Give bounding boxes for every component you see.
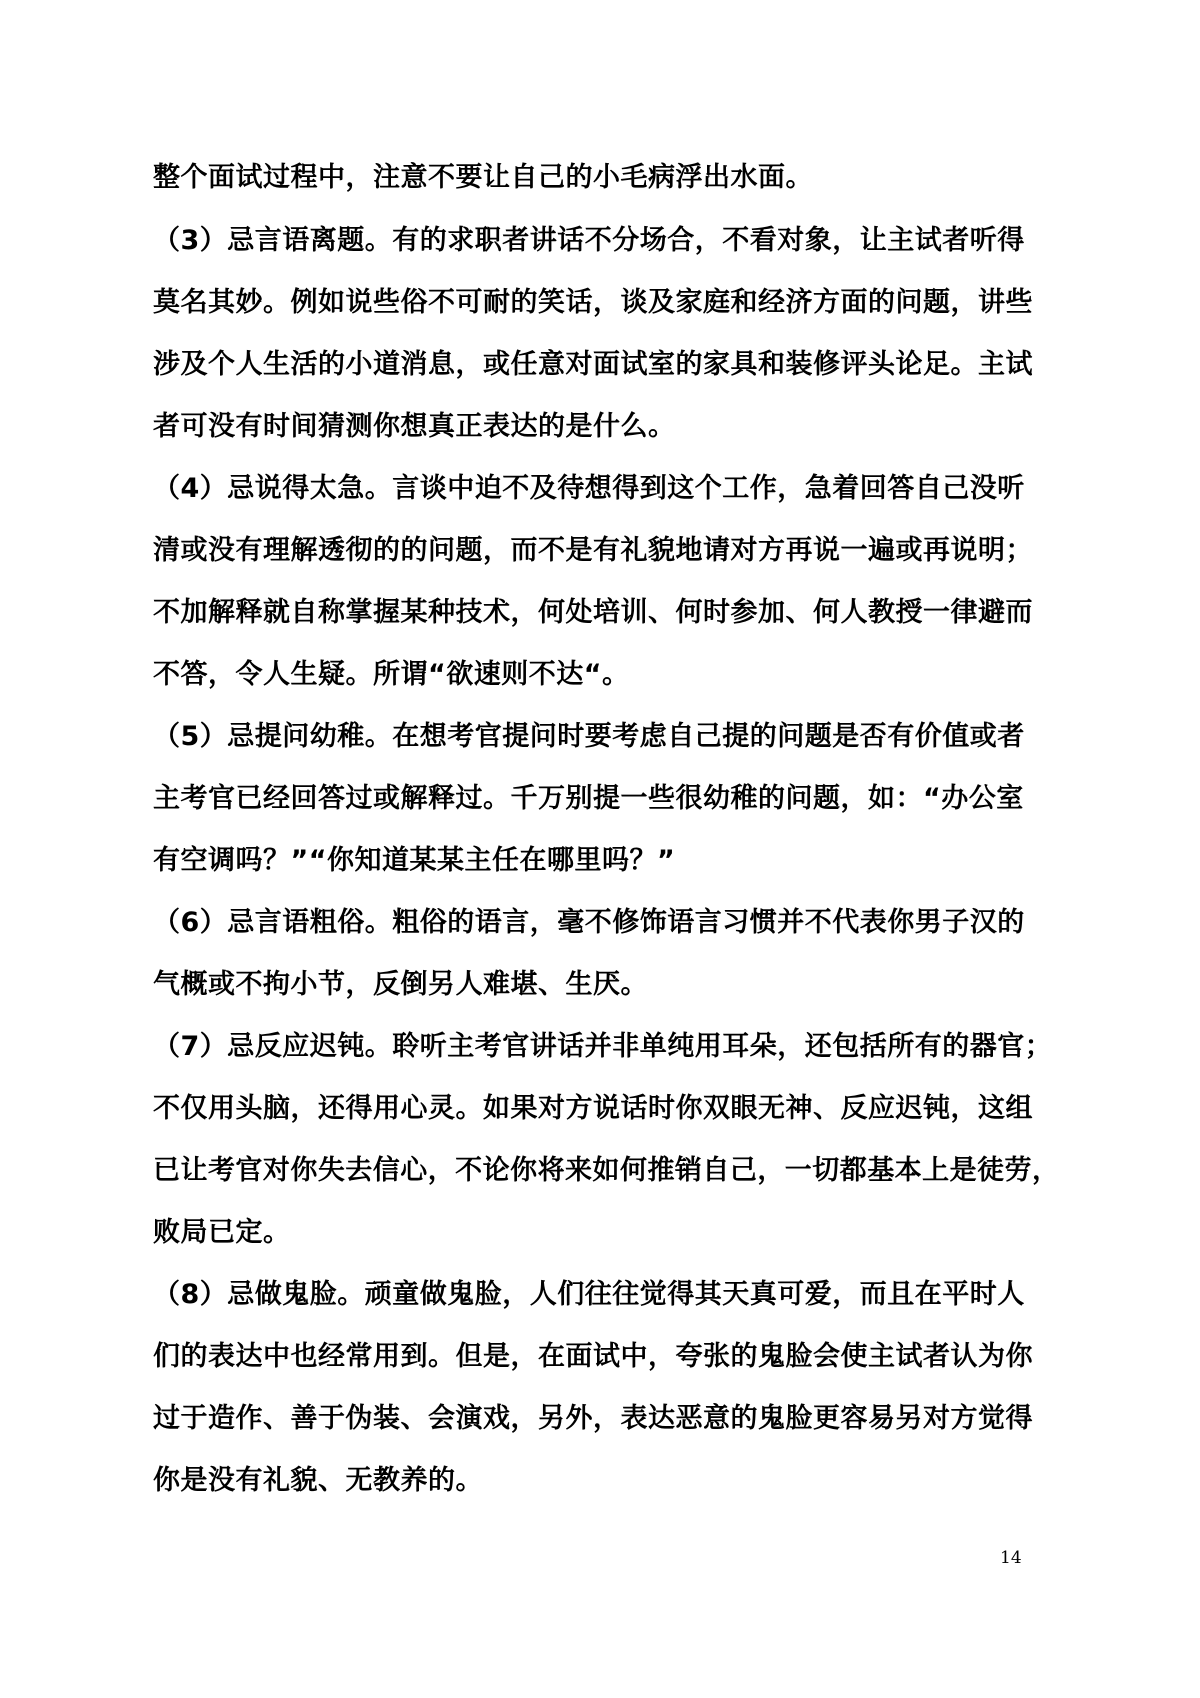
text-line: （7）忌反应迟钝。聆听主考官讲话并非单纯用耳朵，还包括所有的器官； [153,1031,1053,1062]
text-line: （3）忌言语离题。有的求职者讲话不分场合，不看对象，让主试者听得 [153,225,1025,256]
text-line: 不仅用头脑，还得用心灵。如果对方说话时你双眼无神、反应迟钝，这组 [153,1093,1033,1124]
text-line: （5）忌提问幼稚。在想考官提问时要考虑自己提的问题是否有价值或者 [153,721,1025,752]
text-line: 不加解释就自称掌握某种技术，何处培训、何时参加、何人教授一律避而 [153,597,1033,628]
text-line: 主考官已经回答过或解释过。千万别提一些很幼稚的问题，如：“办公室 [153,783,1024,814]
text-line: 已让考官对你失去信心，不论你将来如何推销自己，一切都基本上是徒劳， [153,1155,1060,1186]
text-line: 们的表达中也经常用到。但是，在面试中，夸张的鬼脸会使主试者认为你 [153,1341,1033,1372]
text-line: 莫名其妙。例如说些俗不可耐的笑话，谈及家庭和经济方面的问题，讲些 [153,287,1033,318]
page-number: 14 [1000,1548,1022,1568]
text-line: 涉及个人生活的小道消息，或任意对面试室的家具和装修评头论足。主试 [153,349,1033,380]
text-line: 不答，令人生疑。所谓“欲速则不达“。 [153,659,630,690]
text-line: 败局已定。 [153,1217,291,1248]
text-line: （4）忌说得太急。言谈中迫不及待想得到这个工作，急着回答自己没听 [153,473,1025,504]
text-line: 清或没有理解透彻的的问题，而不是有礼貌地请对方再说一遍或再说明； [153,535,1033,566]
text-line: 过于造作、善于伪装、会演戏，另外，表达恶意的鬼脸更容易另对方觉得 [153,1403,1033,1434]
text-line: （8）忌做鬼脸。顽童做鬼脸，人们往往觉得其天真可爱，而且在平时人 [153,1279,1025,1310]
text-line: 整个面试过程中，注意不要让自己的小毛病浮出水面。 [153,162,813,193]
text-line: 你是没有礼貌、无教养的。 [153,1465,483,1496]
text-line: 气概或不拘小节，反倒另人难堪、生厌。 [153,969,648,1000]
text-line: 者可没有时间猜测你想真正表达的是什么。 [153,411,676,442]
text-line: （6）忌言语粗俗。粗俗的语言，毫不修饰语言习惯并不代表你男子汉的 [153,907,1025,938]
text-line: 有空调吗？”“你知道某某主任在哪里吗？” [153,845,676,876]
